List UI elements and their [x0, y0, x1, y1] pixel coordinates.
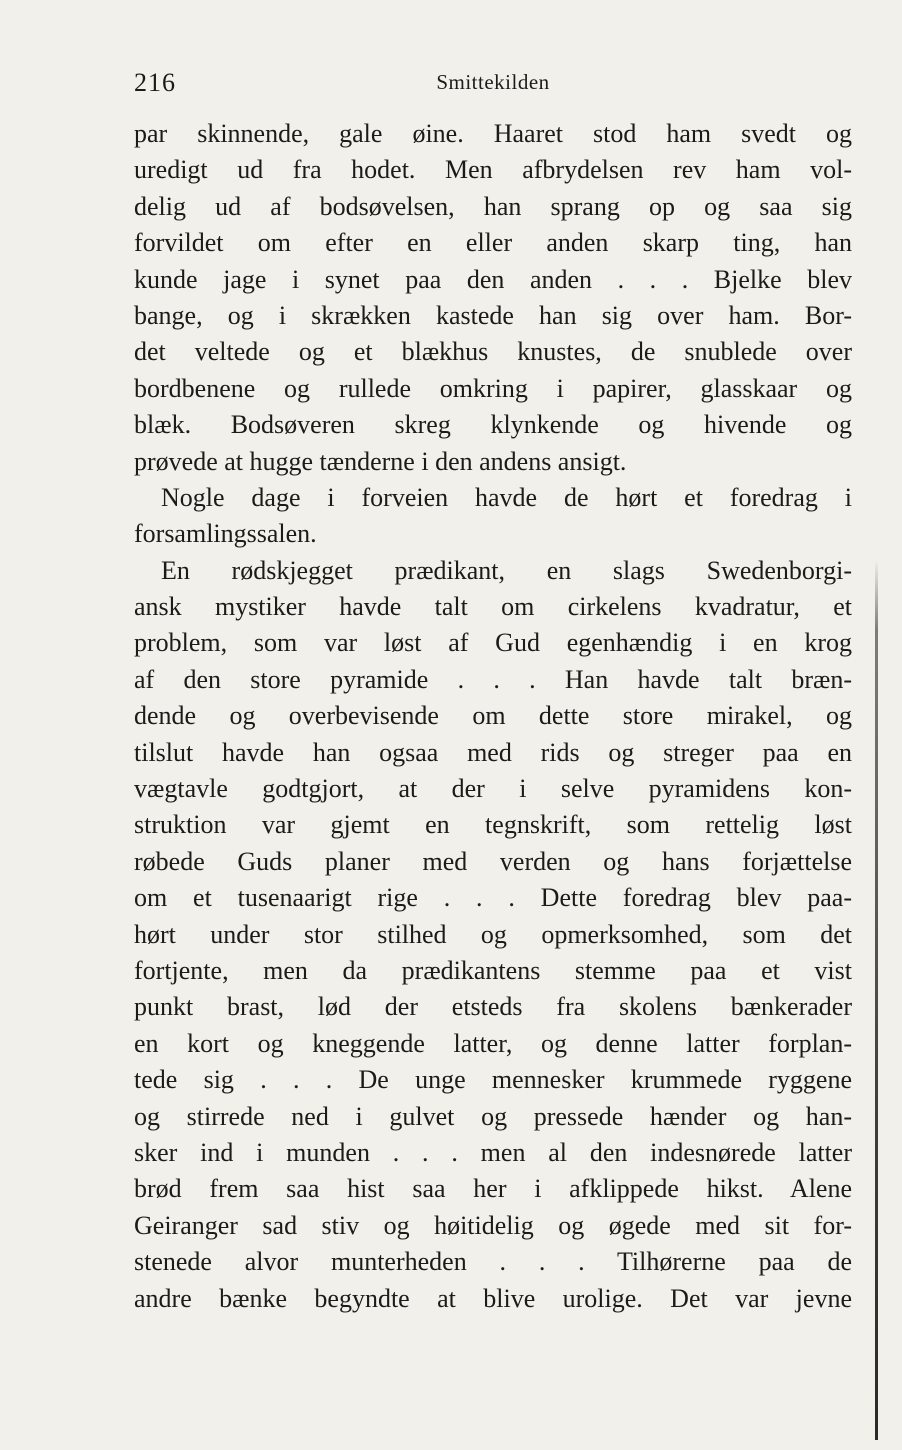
text-line: dende og overbevisende om dette store mirakel, og — [134, 701, 852, 731]
text-line: punkt brast, lød der etsteds fra skolens bænkerader — [134, 992, 852, 1022]
text-line: forvildet om efter en eller anden skarp ting, han — [134, 228, 852, 258]
text-line: tilslut havde han ogsaa med rids og streger paa en — [134, 737, 852, 767]
text-line: problem, som var løst af Gud egenhændig i en krog — [134, 628, 852, 658]
text-line: struktion var gjemt en tegnskrift, som rettelig løst — [134, 810, 852, 840]
text-line: vægtavle godtgjort, at der i selve pyramidens kon- — [134, 774, 852, 804]
text-line: stenede alvor munterheden . . . Tilhørerne paa de — [134, 1247, 852, 1277]
text-line: tede sig . . . De unge mennesker krummede ryggene — [134, 1065, 852, 1095]
paragraph-end-line: forsamlingssalen. — [134, 519, 317, 549]
text-line: delig ud af bodsøvelsen, han sprang op og saa sig — [134, 191, 852, 221]
text-line: brød frem saa hist saa her i afklippede hikst. Alene — [134, 1174, 852, 1204]
running-title: Smittekilden — [436, 70, 550, 94]
text-line: om et tusenaarigt rige . . . Dette foredrag blev paa- — [134, 883, 852, 913]
text-line: røbede Guds planer med verden og hans forjættelse — [134, 846, 852, 876]
text-line: andre bænke begyndte at blive urolige. Det var jevne — [134, 1283, 852, 1313]
text-line: af den store pyramide . . . Han havde talt bræn- — [134, 664, 852, 694]
text-line: hørt under stor stilhed og opmerksomhed, som det — [134, 919, 852, 949]
text-line: det veltede og et blækhus knustes, de snublede over — [134, 337, 852, 367]
paragraph-end-line: prøvede at hugge tænderne i den andens ansigt. — [134, 446, 627, 476]
text-line: ansk mystiker havde talt om cirkelens kvadratur, et — [134, 592, 852, 622]
text-line: og stirrede ned i gulvet og pressede hænder og han- — [134, 1101, 852, 1131]
text-line: bange, og i skrækken kastede han sig over ham. Bor- — [134, 300, 852, 330]
page-number: 216 — [134, 68, 176, 97]
paragraph-start-line: Nogle dage i forveien havde de hørt et foredrag i — [161, 482, 852, 512]
page-header — [134, 68, 852, 98]
text-line: fortjente, men da prædikantens stemme paa et vist — [134, 955, 852, 985]
text-line: bordbenene og rullede omkring i papirer, glasskaar og — [134, 373, 852, 403]
text-line: par skinnende, gale øine. Haaret stod ham svedt og — [134, 119, 852, 148]
page-edge-shadow — [875, 560, 878, 1440]
text-line: Geiranger sad stiv og høitidelig og øgede med sit for- — [134, 1210, 852, 1240]
text-line: uredigt ud fra hodet. Men afbrydelsen rev ham vol- — [134, 155, 852, 185]
text-line: en kort og kneggende latter, og denne latter forplan- — [134, 1028, 852, 1058]
paragraph-start-line: En rødskjegget prædikant, en slags Swedenborgi- — [161, 555, 852, 585]
text-line: sker ind i munden . . . men al den indesnørede latter — [134, 1137, 852, 1167]
body-text — [134, 116, 852, 1317]
text-line: blæk. Bodsøveren skreg klynkende og hivende og — [134, 410, 852, 440]
text-line: kunde jage i synet paa den anden . . . Bjelke blev — [134, 264, 852, 294]
